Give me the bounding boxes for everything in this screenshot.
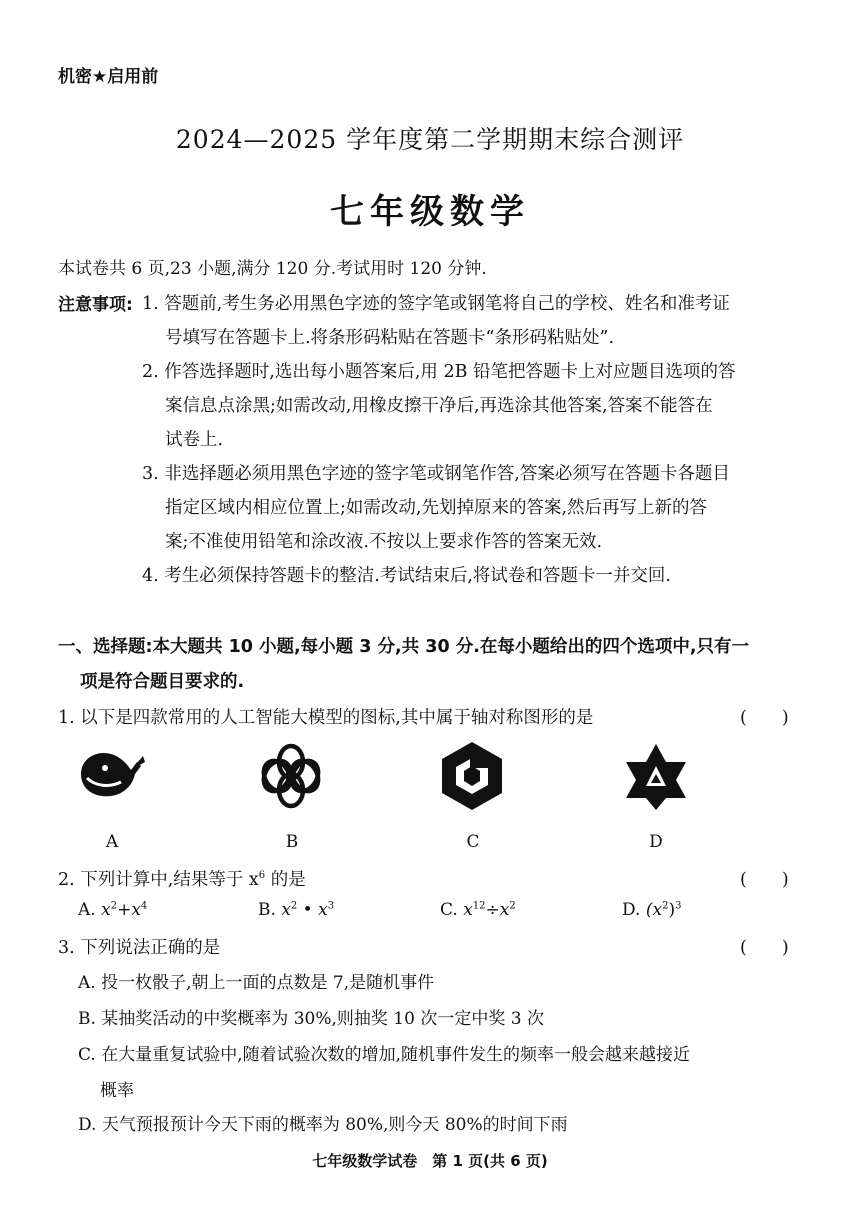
exponent: 3: [675, 900, 682, 912]
subject-title: 七年级数学: [330, 192, 530, 232]
question-1-stem: 1. 以下是四款常用的人工智能大模型的图标,其中属于轴对称图形的是: [58, 708, 594, 728]
star-triangle-logo-icon: [620, 740, 692, 812]
option-label: C: [466, 832, 480, 852]
section-heading-cont: 项是符合题目要求的.: [80, 672, 245, 692]
math-base: x: [499, 900, 510, 920]
exponent: 2: [290, 900, 298, 912]
section-heading: 一、选择题:本大题共 10 小题,每小题 3 分,共 30 分.在每小题给出的四个选项中,只有一: [58, 637, 750, 657]
exponent: 2: [110, 900, 118, 912]
question-3-stem: 3. 下列说法正确的是: [58, 938, 221, 958]
q2-option-d: [622, 900, 681, 920]
math-base: x: [318, 900, 328, 920]
answer-paren: ( ): [740, 870, 789, 890]
math-base: x: [131, 900, 141, 920]
notice-line: 2. 作答选择题时,选出每小题答案后,用 2B 铅笔把答题卡上对应题目选项的答: [142, 362, 736, 382]
confidential-label: 机密★启用前: [58, 67, 159, 87]
option-label: D.: [622, 900, 646, 920]
stem-text: 2. 下列计算中,结果等于 x: [58, 870, 259, 890]
math-base: x: [101, 900, 111, 920]
q3-option-c-cont: 概率: [100, 1081, 134, 1101]
knot-logo-icon: [255, 740, 327, 812]
math-base: x: [463, 900, 473, 920]
exponent: 2: [662, 900, 669, 912]
math-operator: ): [668, 900, 676, 920]
q3-option-c: C. 在大量重复试验中,随着试验次数的增加,随机事件发生的频率一般会越来越接近: [78, 1045, 691, 1065]
q3-option-b: B. 某抽奖活动的中奖概率为 30%,则抽奖 10 次一定中奖 3 次: [78, 1009, 544, 1029]
hexagon-cube-logo-icon: [436, 740, 508, 812]
option-label: B: [285, 832, 299, 852]
stem-text: 的是: [265, 870, 306, 890]
notice-line: 1. 答题前,考生务必用黑色字迹的签字笔或钢笔将自己的学校、姓名和准考证: [142, 294, 730, 314]
question-2-stem: [58, 866, 306, 891]
exponent: 6: [258, 870, 266, 882]
option-label: D: [649, 832, 663, 852]
answer-paren: ( ): [740, 708, 789, 728]
q2-option-c: [440, 900, 516, 920]
q3-option-a: A. 投一枚骰子,朝上一面的点数是 7,是随机事件: [78, 973, 435, 993]
notice-line: 号填写在答题卡上.将条形码粘贴在答题卡“条形码粘贴处”.: [165, 328, 615, 348]
q2-option-b: [258, 900, 334, 920]
whale-logo-icon: [75, 740, 147, 812]
notice-line: 3. 非选择题必须用黑色字迹的签字笔或钢笔作答,答案必须写在答题卡各题目: [142, 464, 730, 484]
math-operator: +: [117, 900, 132, 920]
answer-paren: ( ): [740, 938, 789, 958]
page-footer: 七年级数学试卷 第 1 页(共 6 页): [312, 1152, 548, 1170]
exponent: 2: [509, 900, 516, 912]
notice-line: 案;不准使用铅笔和涂改液.不按以上要求作答的答案无效.: [165, 532, 603, 552]
notice-line: 试卷上.: [165, 430, 224, 450]
exponent: 3: [327, 900, 335, 912]
notice-line: 指定区域内相应位置上;如需改动,先划掉原来的答案,然后再写上新的答: [165, 498, 708, 518]
q3-option-d: D. 天气预报预计今天下雨的概率为 80%,则今天 80%的时间下雨: [78, 1115, 568, 1135]
option-label: B.: [258, 900, 282, 920]
math-operator: •: [297, 900, 319, 920]
option-label: A.: [78, 900, 102, 920]
option-label: A: [105, 832, 119, 852]
option-label: C.: [440, 900, 464, 920]
math-base: x: [281, 900, 291, 920]
math-operator: ÷: [485, 900, 500, 920]
exponent: 4: [140, 900, 148, 912]
notice-label: 注意事项:: [58, 295, 133, 315]
notice-line: 4. 考生必须保持答题卡的整洁.考试结束后,将试卷和答题卡一并交回.: [142, 566, 671, 586]
exponent: 12: [472, 900, 486, 912]
notice-line: 案信息点涂黑;如需改动,用橡皮擦干净后,再选涂其他答案,答案不能答在: [165, 396, 713, 416]
q2-option-a: [78, 900, 147, 920]
exam-title: 2024—2025 学年度第二学期期末综合测评: [175, 125, 685, 154]
exam-intro: 本试卷共 6 页,23 小题,满分 120 分.考试用时 120 分钟.: [58, 259, 487, 279]
math-base: (x: [645, 900, 663, 920]
